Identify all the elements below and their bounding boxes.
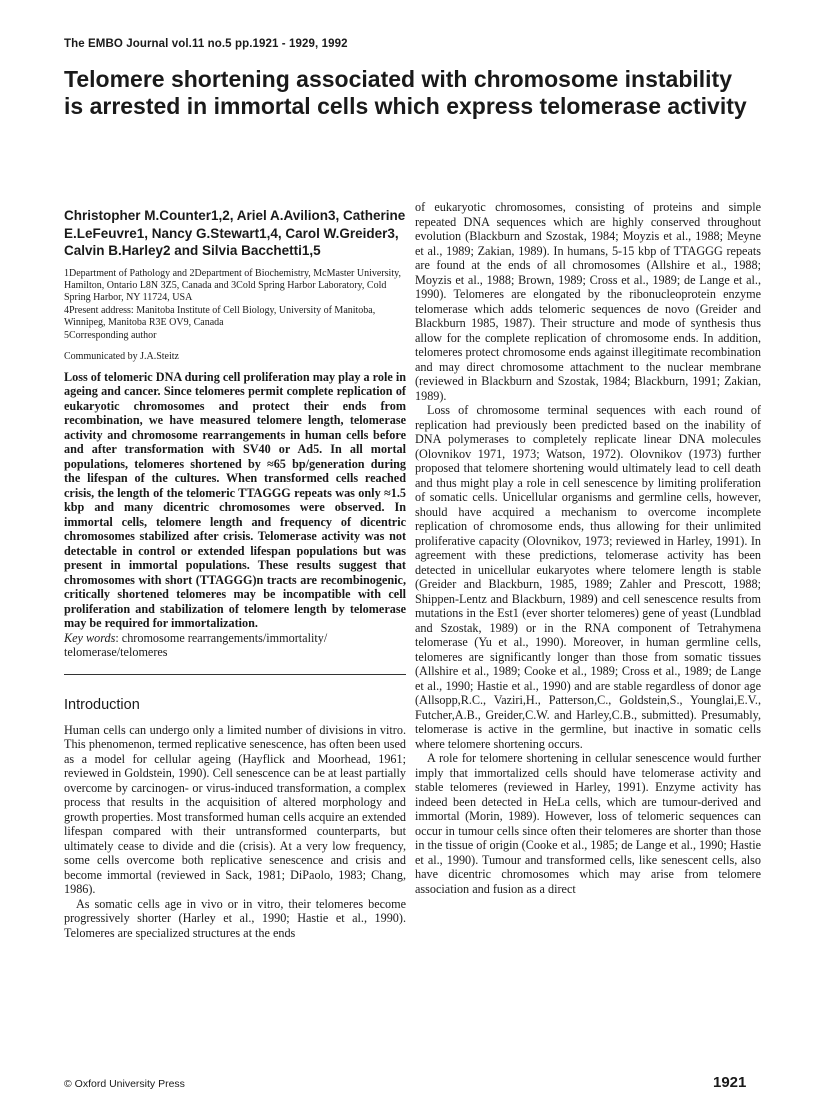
- paragraph: Loss of chromosome terminal sequences with each round of replication had previously been predicted based on the inability of DNA polymerases to completely replicate linear DNA molecules (Olovnikov 1971, 1973; Watson, 1972). Olovnikov (1973) further proposed that telomere shortening would ultimately lead to cell death and thus might play a role in cell senescence by limiting proliferation of somatic cells. Unicellular organisms and germline cells, however, should have acquired a mechanism to overcome incomplete replication of chromosome ends, thus allowing for their unlimited proliferative capacity (Olovnikov, 1973; reviewed in Harley, 1991). In agreement with these predictions, telomerase activity has been detected in unicellular eukaryotes where telomere length is stable (Greider and Blackburn, 1985, 1989; Zahler and Prescott, 1988; Shippen-Lentz and Blackburn, 1989) and cell senescence results from mutations in the Est1 (ever shorter telomeres) gene of yeast (Lundblad and Szostak, 1989) or in the RNA component of Tetrahymena telomerase (Yu et al., 1990). Moreover, in human germline cells, telomeres are significantly longer than those from somatic tissues (Allshire et al., 1989; Cooke et al., 1989; Cross et al., 1989; de Lange et al., 1990; Hastie et al., 1990) and are stable regardless of donor age (Allsopp,R.C., Vaziri,H., Patterson,C., Goldstein,S., Younglai,E.V., Futcher,A.B., Greider,C.W. and Harley,C.B., submitted). Presumably, telomerase is active in the germline, but inactive in somatic cells where telomere shortening occurs.: [415, 403, 761, 751]
- keywords-label: Key words: [64, 630, 116, 645]
- copyright-footer: © Oxford University Press: [64, 1078, 185, 1090]
- right-column: [415, 200, 761, 896]
- section-heading-introduction: Introduction: [64, 696, 140, 713]
- author-list: Christopher M.Counter1,2, Ariel A.Avilion3, Catherine E.LeFeuvre1, Nancy G.Stewart1,4, Carol W.Greider3, Calvin B.Harley2 and Silvia Bacchetti1,5: [64, 208, 406, 258]
- keywords: [64, 631, 406, 660]
- paragraph: of eukaryotic chromosomes, consisting of proteins and simple repeated DNA sequences which are highly conserved throughout evolution (Blackburn and Szostak, 1984; Moyzis et al., 1988; Meyne et al., 1989; Zakian, 1989). In humans, 5-15 kbp of TTAGGG repeats are found at the ends of all chromosomes (Allshire et al., 1988; Moyzis et al., 1988; Brown, 1989; Cross et al., 1989; de Lange et al., 1990). Telomeres are elongated by the ribonucleoprotein enzyme telomerase which adds telomeric sequences de novo (Greider and Blackburn 1985, 1987). Their structure and mode of synthesis thus allow for the complete replication of chromosome ends. In addition, telomeres protect chromosome ends against illegitimate recombination and may direct chromosome attachment to the nuclear membrane (reviewed in Blackburn and Szostak, 1984; Blackburn, 1991; Zakian, 1989).: [415, 200, 761, 403]
- affiliations: [64, 268, 406, 342]
- affiliation-2: 4Present address: Manitoba Institute of Cell Biology, University of Manitoba, Winnipeg, Manitoba R3E OV9, Canada: [64, 304, 376, 329]
- journal-header: The EMBO Journal vol.11 no.5 pp.1921 - 1929, 1992: [64, 38, 348, 50]
- abstract: Loss of telomeric DNA during cell proliferation may play a role in ageing and cancer. Since telomeres permit complete replication of eukaryotic chromosomes and protect their ends from recombination, we have measured telomere length, telomerase activity and chromosome rearrangements in human cells before and after transformation with SV40 or Ad5. In all mortal populations, telomeres shortened by ≈65 bp/generation during the lifespan of the cultures. When transformed cells reached crisis, the length of the telomeric TTAGGG repeats was only ≈1.5 kbp and many dicentric chromosomes were observed. In immortal cells, telomere length and frequency of dicentric chromosomes stabilized after crisis. Telomerase activity was not detectable in control or extended lifespan populations but was present in immortal populations. These results suggest that chromosomes with short (TTAGGG)n tracts are recombinogenic, critically shortened telomeres may be incompatible with cell proliferation and stabilization of telomere length by telomerase may be required for immortalization.: [64, 369, 406, 631]
- article-title: Telomere shortening associated with chromosome instability is arrested in immortal cells which express telomerase activity: [64, 66, 747, 119]
- left-column: [64, 200, 406, 940]
- keywords-list: : chromosome rearrangements/immortality/ telomerase/telomeres: [64, 630, 328, 660]
- communicated-by: Communicated by J.A.Steitz: [64, 350, 179, 362]
- affiliation-3: 5Corresponding author: [64, 329, 157, 341]
- intro-left-text: [64, 723, 406, 941]
- paragraph: As somatic cells age in vivo or in vitro, their telomeres become progressively shorter (Harley et al., 1990; Hastie et al., 1990). Telomeres are specialized structures at the ends: [64, 896, 406, 940]
- paragraph: A role for telomere shortening in cellular senescence would further imply that immortalized cells should have telomerase activity and stable telomeres (reviewed in Harley, 1991). Enzyme activity has indeed been detected in HeLa cells, which are tumour-derived and immortal (Morin, 1989). However, loss of telomeric sequences can occur in tumour cells since often their telomeres are shorter than those in the tissue of origin (Cooke et al., 1985; de Lange et al., 1990; Hastie et al., 1990). Tumour and transformed cells, like senescent cells, also have dicentric chromosomes which may arise from telomere association and fusion as a direct: [415, 751, 761, 896]
- section-divider: [64, 674, 406, 675]
- page-number: 1921: [713, 1074, 747, 1091]
- paragraph: Human cells can undergo only a limited number of divisions in vitro. This phenomenon, termed replicative senescence, has often been used as a model for cellular ageing (Hayflick and Moorhead, 1961; reviewed in Goldstein, 1990). Cell senescence can be at least partially overcome by carcinogen- or virus-induced transformation, a complex process that results in the acquisition of altered morphology and growth properties. Most transformed human cells acquire an extended lifespan compared with their untransformed counterparts, but ultimately cease to divide and die (crisis). At a very low frequency, some cells overcome both replicative senescence and crisis and become immortal (reviewed in Sack, 1981; DiPaolo, 1983; Chang, 1986).: [64, 722, 406, 897]
- affiliation-1: 1Department of Pathology and 2Department of Biochemistry, McMaster University, Hamilton, Ontario L8N 3Z5, Canada and 3Cold Spring Harbor Laboratory, Cold Spring Harbor, NY 11724, USA: [64, 267, 401, 304]
